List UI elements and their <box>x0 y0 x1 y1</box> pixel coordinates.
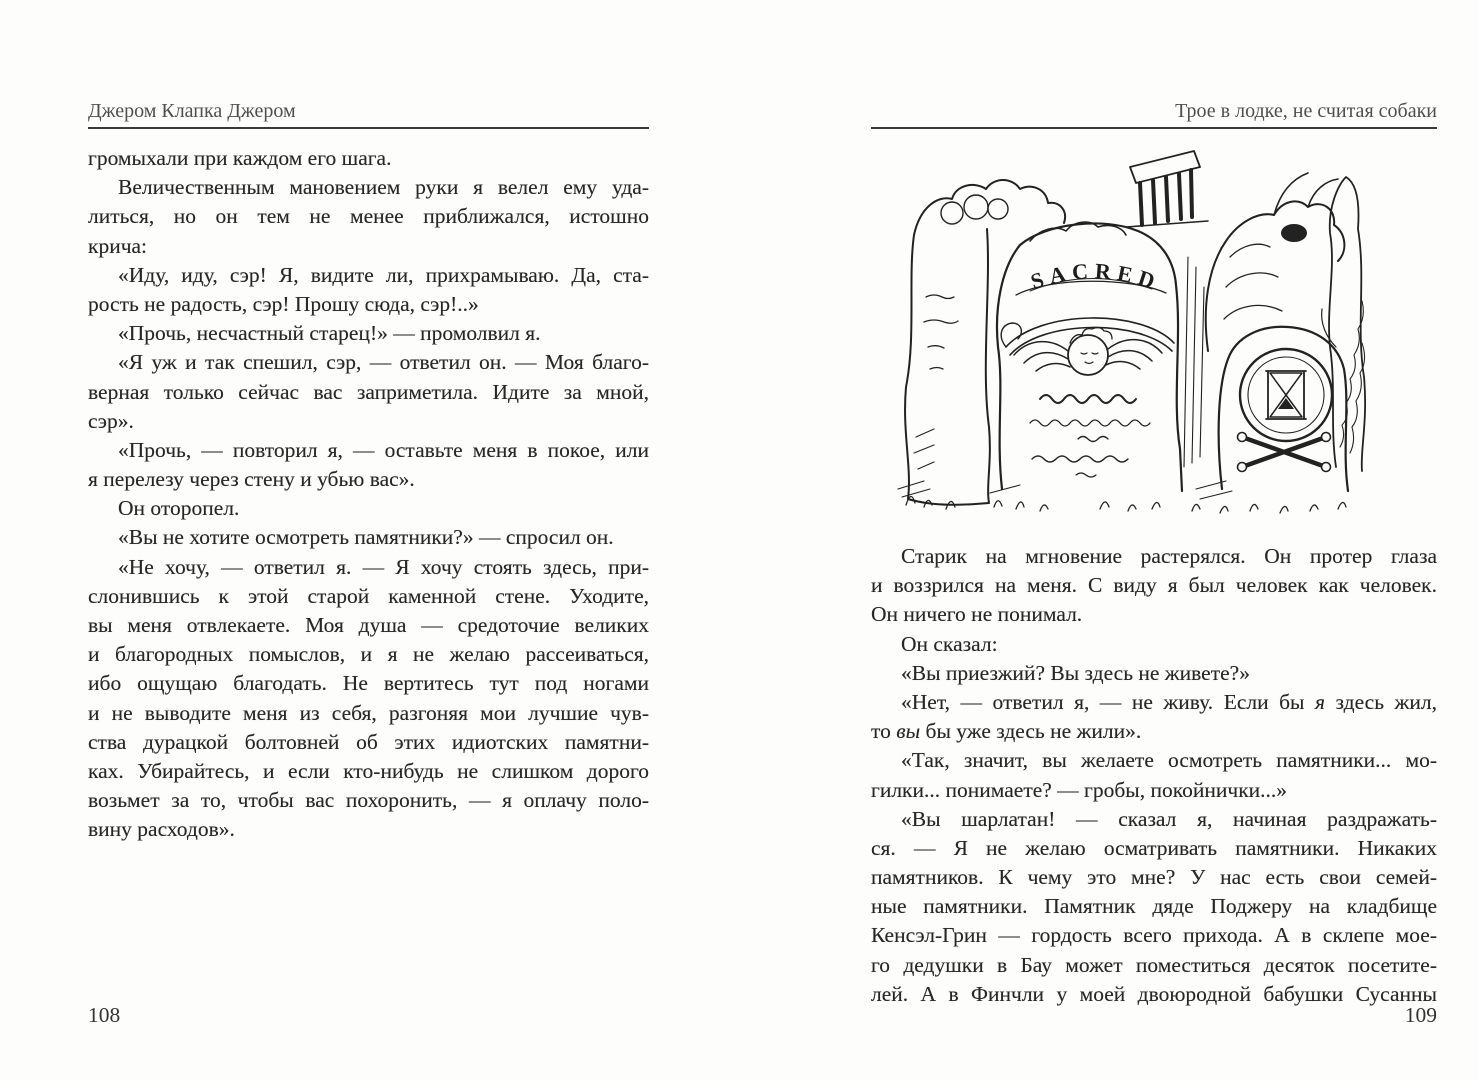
text-line: Он сказал: <box>901 631 998 656</box>
shading-hatch <box>1184 257 1204 467</box>
text-line: верная только сейчас вас заприметила. Идите за мной, <box>88 379 649 404</box>
graveyard-illustration <box>890 136 1370 534</box>
grass-strokes <box>898 481 1346 513</box>
text-line: «Прочь, несчастный старец!» — промолвил я. <box>118 321 541 346</box>
text-line: «Вы приезжий? Вы здесь не живете?» <box>901 660 1250 685</box>
right-running-header: Трое в лодке, не считая собаки <box>871 99 1437 129</box>
text-line: Он ничего не понимал. <box>871 602 1083 627</box>
text-line: «Прочь, — повторил я, — оставьте меня в покое, или <box>118 437 649 462</box>
cypress-tree <box>1322 177 1366 471</box>
text-line: «Иду, иду, сэр! Я, видите ли, прихрамываю. Да, ста- <box>118 262 649 287</box>
text-line: ках. Убирайтесь, и если кто-нибудь не слишком дорого <box>88 758 649 783</box>
text-line: то вы бы уже здесь не жили». <box>871 719 1142 744</box>
text-line: «Вы шарлатан! — сказал я, начиная раздражать- <box>901 806 1437 831</box>
left-page-number: 108 <box>88 1003 121 1027</box>
text-line: «Нет, — ответил я, — не живу. Если бы я здесь жил, <box>901 689 1437 714</box>
cherub-icon <box>1014 327 1162 375</box>
text-line: ные памятники. Памятник дяде Поджеру на кладбище <box>871 894 1437 919</box>
text-line: и не выводите меня из себя, разгоняя мои лучшие чув- <box>88 700 649 725</box>
text-line: «Не хочу, — ответил я. — Я хочу стоять здесь, при- <box>118 554 649 579</box>
right-text-column <box>871 542 1437 1009</box>
draped-monument <box>1206 173 1345 351</box>
text-line: Он оторопел. <box>118 496 240 521</box>
text-line: «Так, значит, вы желаете осмотреть памятники... мо- <box>901 748 1437 773</box>
text-line: гилки... понимаете? — гробы, покойнички...» <box>871 777 1288 802</box>
text-line: Величественным мановением руки я велел ему уда- <box>118 175 649 200</box>
italic-word: вы <box>896 719 921 744</box>
hourglass-gravestone <box>1219 327 1348 491</box>
italic-word: я <box>1315 689 1326 714</box>
text-line: вы меня отвлекаете. Моя душа — средоточие великих <box>88 613 649 637</box>
hourglass-icon <box>1266 371 1306 419</box>
text-line: громыхали при каждом его шага. <box>88 146 392 170</box>
svg-text:SACRED <box>1028 258 1164 295</box>
text-line: «Вы не хотите осмотреть памятники?» — спросил он. <box>118 525 614 550</box>
text-line: крича: <box>88 233 148 258</box>
text-line: Кенсэл-Грин — гордость всего прихода. А в склепе мое- <box>871 923 1437 948</box>
text-line: и воззрился на меня. С виду я был человек как человек. <box>871 573 1437 598</box>
text-line: вину расходов». <box>88 817 235 842</box>
graveyard-tombstones-sketch <box>890 136 1370 534</box>
text-line: ся. — Я не желаю осматривать памятники. Никаких <box>871 835 1437 860</box>
text-line: рость не радость, сэр! Прошу сюда, сэр!..» <box>88 291 479 316</box>
text-line: го дедушки в Бау может поместиться десяток посетите- <box>871 952 1437 977</box>
broken-column <box>1126 151 1208 227</box>
text-line: ства дурацкой болтовней об этих идиотских памятни- <box>88 729 649 754</box>
central-headstone <box>997 222 1182 491</box>
text-line: ибо ощущаю благодать. Не вертитесь тут под ногами <box>88 671 649 696</box>
text-line: и благородных помыслов, и я не желаю рассеиваться, <box>88 642 649 667</box>
text-line: слонившись к этой старой каменной стене. Уходите, <box>88 583 649 608</box>
text-line: Старик на мгновение растерялся. Он протер глаза <box>901 544 1437 568</box>
text-line: сэр». <box>88 408 134 433</box>
text-line: литься, но он тем не менее приближался, истошно <box>88 204 649 229</box>
left-running-header: Джером Клапка Джером <box>88 99 649 129</box>
text-line: «Я уж и так спешил, сэр, — ответил он. — Моя благо- <box>118 350 649 375</box>
text-line: я перелезу через стену и убью вас». <box>88 467 415 492</box>
stone-inscription-sacred: SACRED <box>1027 258 1164 296</box>
text-line: лей. А в Финчли у моей двоюродной бабушки Сусанны <box>871 981 1437 1006</box>
left-text-column <box>88 144 649 845</box>
right-page-number: 109 <box>1404 1003 1437 1027</box>
crossbones-icon <box>1238 433 1331 472</box>
text-line: памятников. К чему это мне? У нас есть свои семей- <box>871 865 1437 890</box>
text-line: возьмет за то, чтобы вас похоронить, — я оплачу поло- <box>88 788 649 813</box>
